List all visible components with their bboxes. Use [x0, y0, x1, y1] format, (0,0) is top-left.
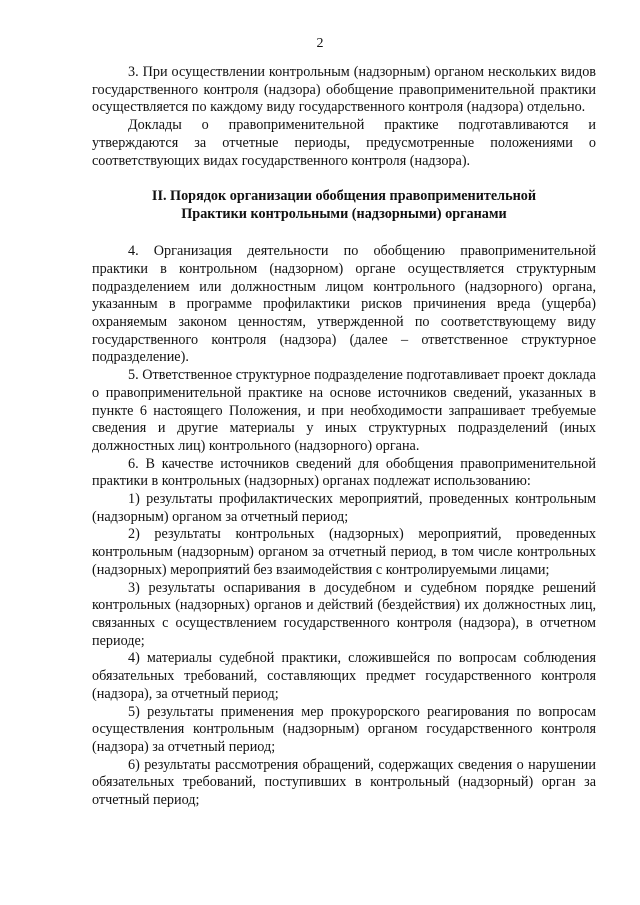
- list-item-1: 1) результаты профилактических мероприятий, проведенных контрольным (надзорным) органом за отчетный период;: [92, 491, 596, 525]
- paragraph-4: 4. Организация деятельности по обобщению правоприменительной практики в контрольном (надзорном) органе осуществляется структурным подразделением или должностным лицом контрольного (надзорного) органа, указанным в программе профилактики рисков причинения вреда (ущерба) охраняемым законом ценностям, утвержденной по соответствующему виду государственного контроля (надзора) (далее – ответственное структурное подразделение).: [92, 243, 596, 366]
- paragraph-reports: Доклады о правоприменительной практике подготавливаются и утверждаются за отчетные периоды, предусмотренные положениями о соответствующих видах государственного контроля (надзора).: [92, 117, 596, 169]
- list-item-3: 3) результаты оспаривания в досудебном и судебном порядке решений контрольных (надзорных) органов и действий (бездействия) их должностных лиц, связанных с осуществлением государственного контроля (надзора), в отчетном периоде;: [92, 579, 596, 649]
- paragraph-3: 3. При осуществлении контрольным (надзорным) органом нескольких видов государственного контроля (надзора) обобщение правоприменительной практики осуществляется по каждому виду государственного контроля (надзора) отдельно.: [92, 64, 596, 116]
- paragraph-6: 6. В качестве источников сведений для обобщения правоприменительной практики в контрольных (надзорных) органах подлежат использованию:: [92, 455, 596, 490]
- list-item-2: 2) результаты контрольных (надзорных) мероприятий, проведенных контрольным (надзорным) органом за отчетный период, в том числе контрольных (надзорных) мероприятий без взаимодействия с контролируемыми лицами;: [92, 526, 596, 578]
- document-body: [92, 64, 596, 810]
- section-heading-line-1: II. Порядок организации обобщения правоприменительной: [151, 188, 537, 205]
- section-heading: [92, 187, 596, 223]
- list-item-6: 6) результаты рассмотрения обращений, содержащих сведения о нарушении обязательных требований, поступивших в контрольный (надзорный) орган за отчетный период;: [92, 756, 596, 809]
- paragraph-5: 5. Ответственное структурное подразделение подготавливает проект доклада о правоприменительной практике на основе источников сведений, указанных в пункте 6 настоящего Положения, и при необходимости запрашивает требуемые сведения и другие материалы у иных структурных подразделений (иных должностных лиц) контрольного (надзорного) органа.: [92, 367, 596, 454]
- page-number: 2: [316, 36, 324, 51]
- list-item-4: 4) материалы судебной практики, сложившейся по вопросам соблюдения обязательных требований, составляющих предмет государственного контроля (надзора), за отчетный период;: [92, 650, 596, 702]
- list-item-5: 5) результаты применения мер прокурорского реагирования по вопросам осуществления контрольным (надзорным) органом государственного контроля (надзора) за отчетный период;: [92, 703, 596, 755]
- section-heading-line-2: Практики контрольными (надзорными) органами: [181, 206, 507, 223]
